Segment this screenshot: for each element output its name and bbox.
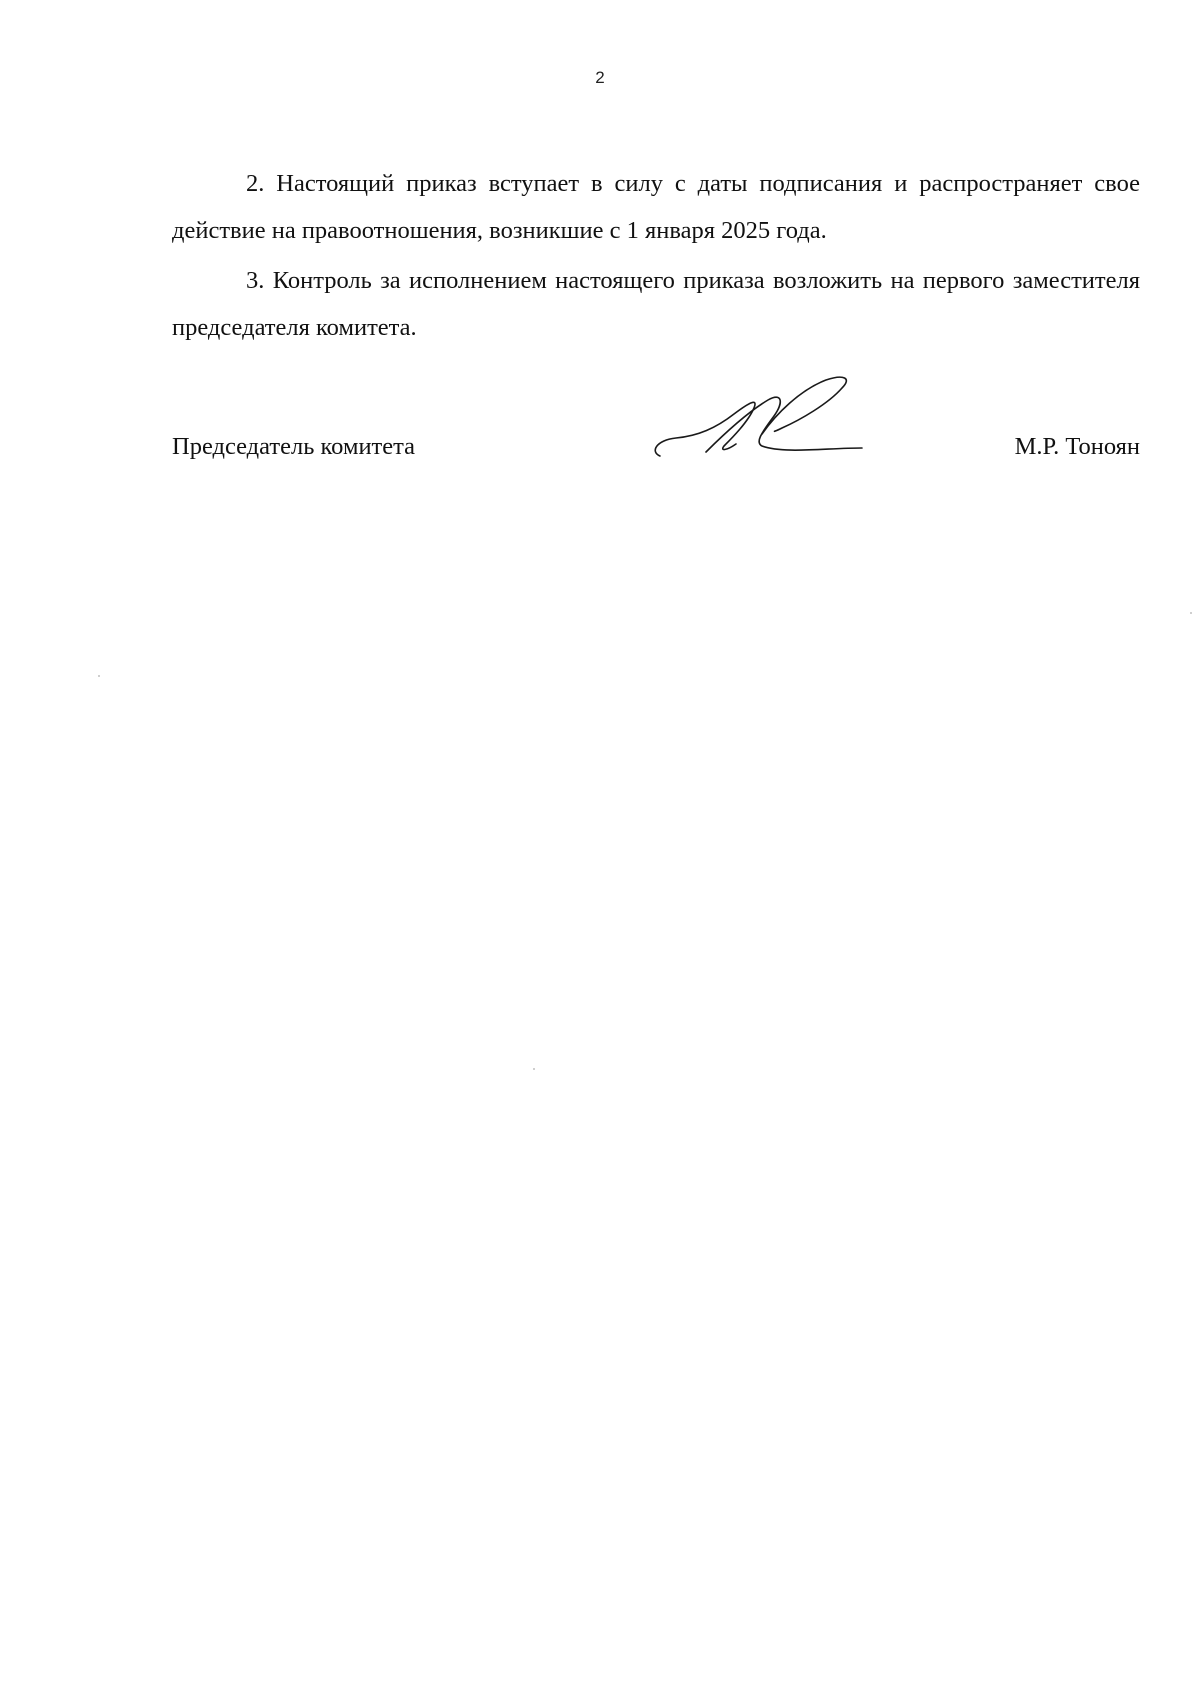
scan-speck [533,1068,535,1070]
handwritten-signature-icon [650,368,880,468]
signer-position: Председатель комитета [172,433,416,460]
page-number: 2 [595,68,605,87]
paragraph-control: 3. Контроль за исполнением настоящего приказа возложить на первого заместителя председателя комитета. [172,267,1140,341]
document-body [172,160,1140,354]
scan-speck [98,675,100,677]
signer-name: М.Р. Тоноян [1014,433,1140,460]
paragraph-effective-date: 2. Настоящий приказ вступает в силу с даты подписания и распространяет свое действие на правоотношения, возникшие с 1 января 2025 года. [172,170,1140,244]
scan-speck [1190,612,1192,614]
